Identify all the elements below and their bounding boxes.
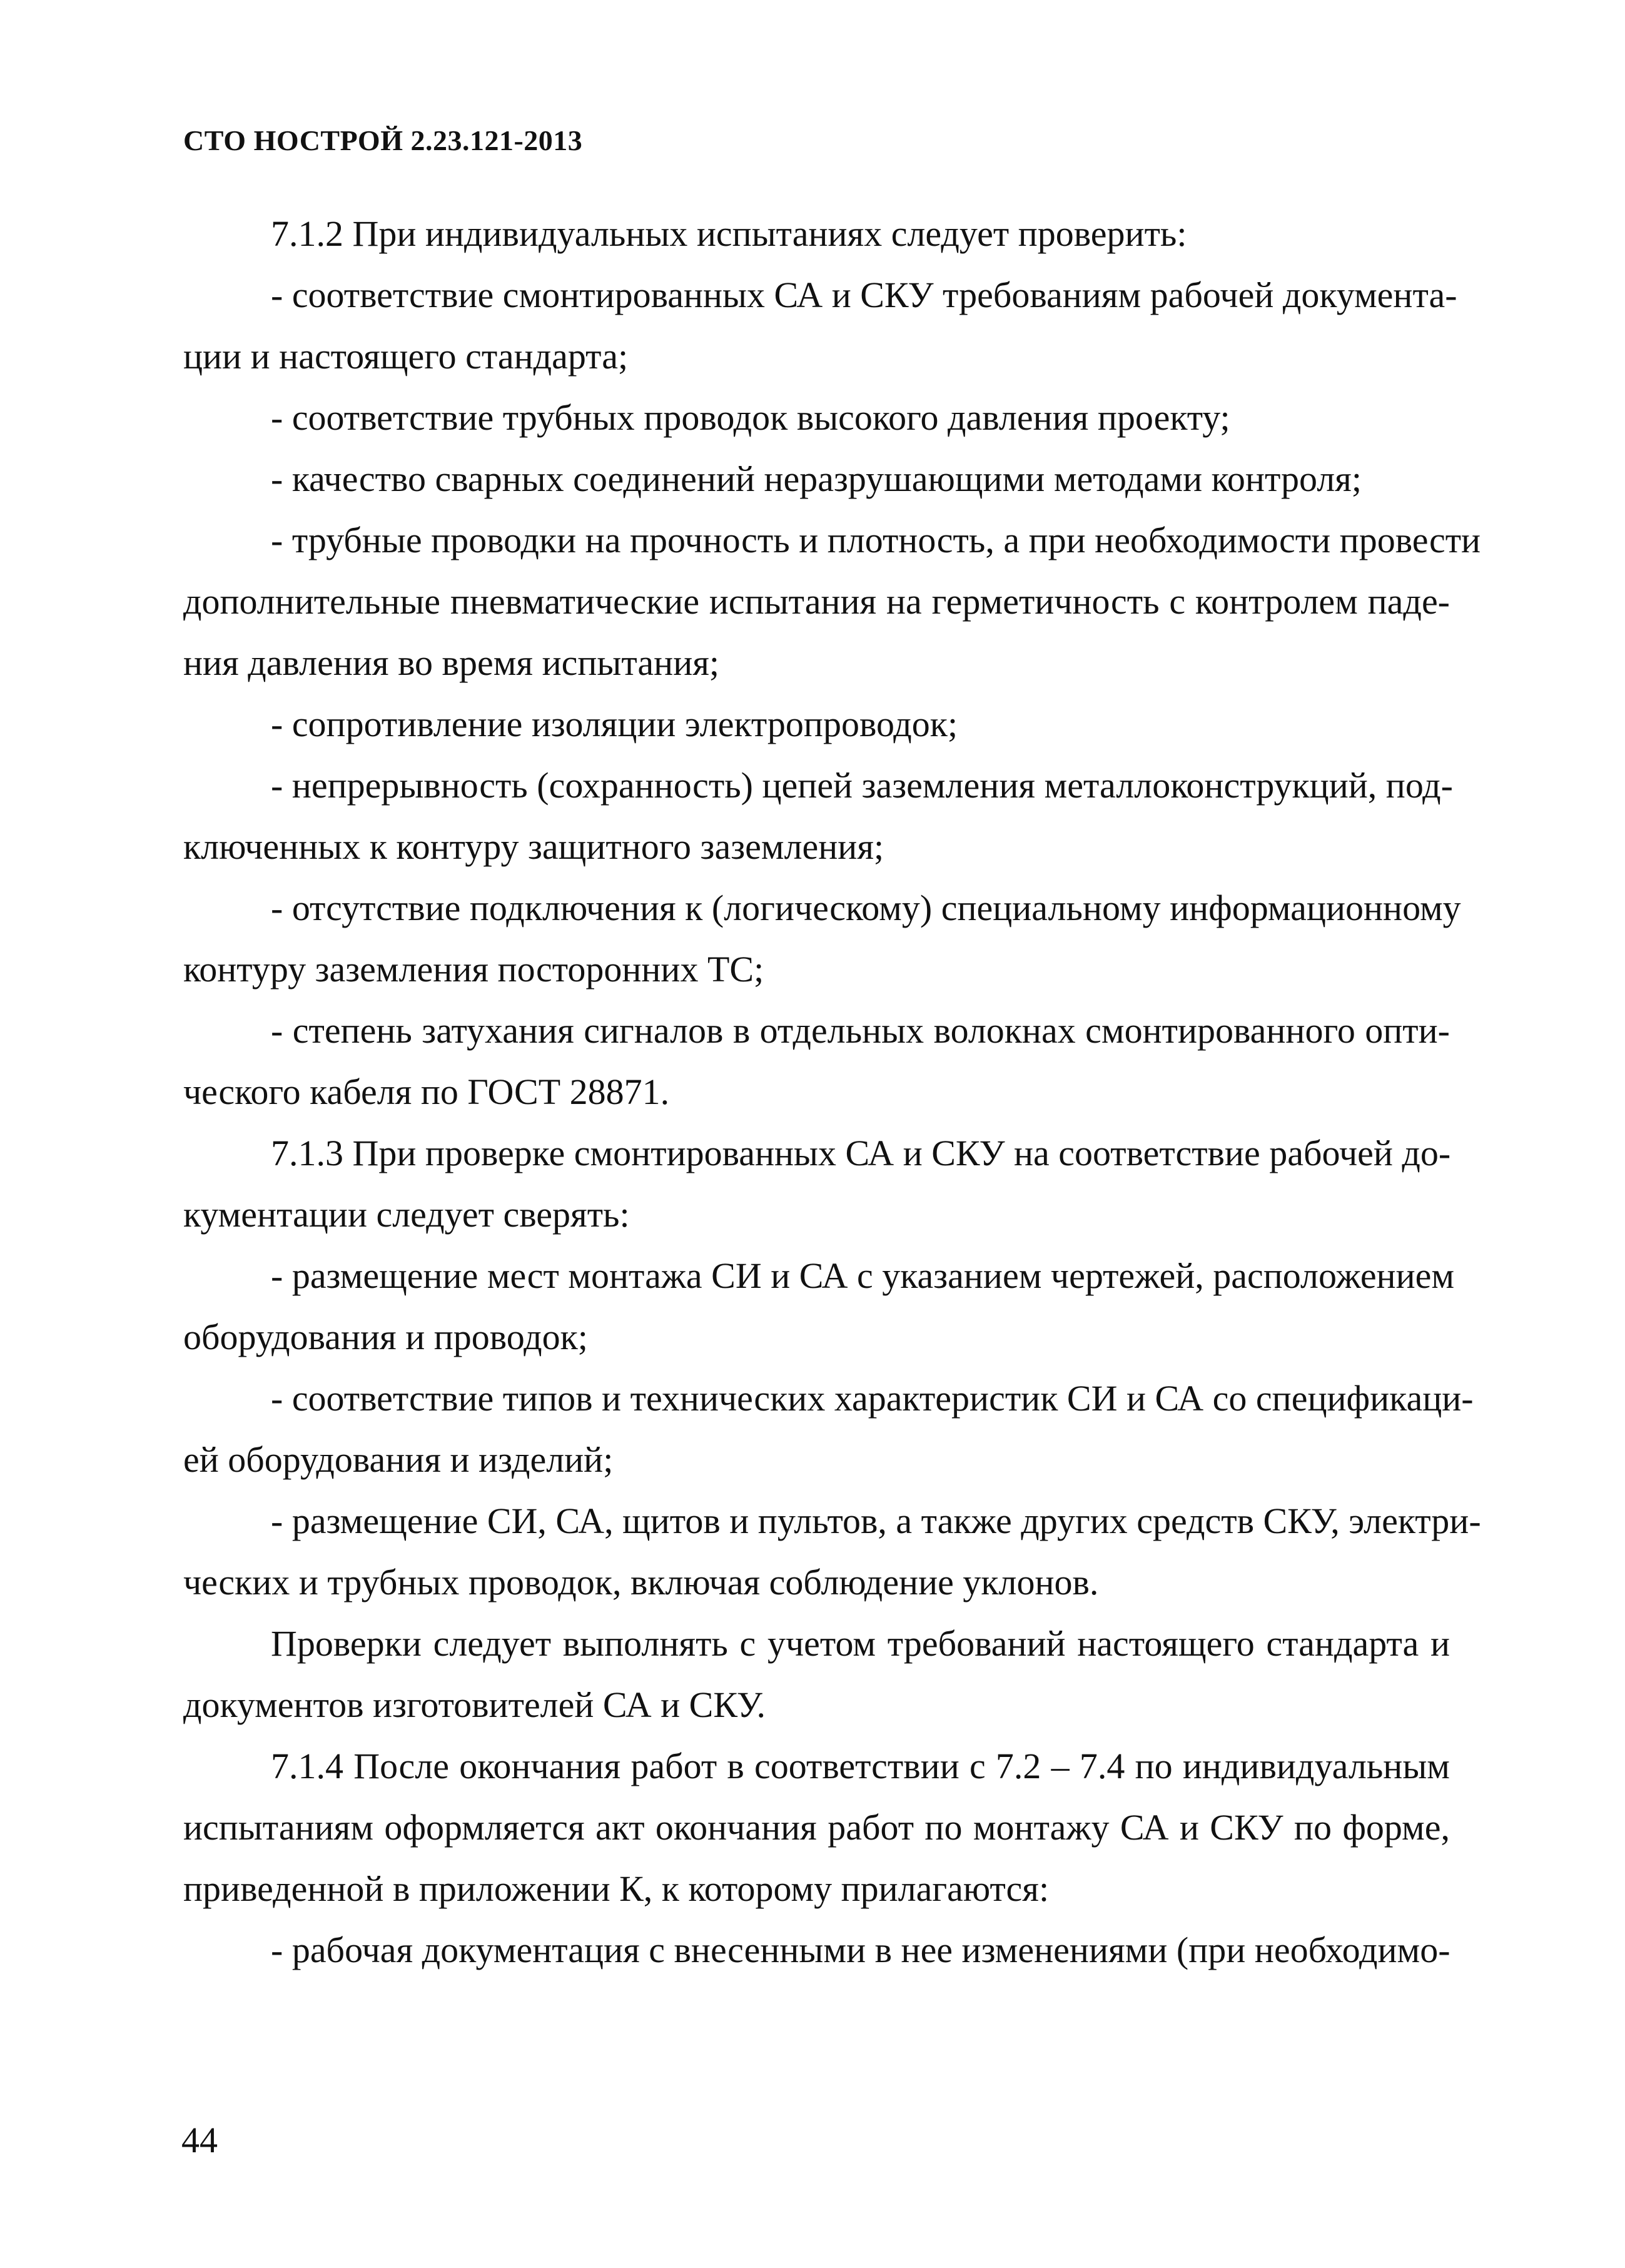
text-line: приведенной в приложении К, к которому прилагаются: — [183, 1868, 1050, 1909]
text-line: - трубные проводки на прочность и плотность, а при необходимости провести — [271, 520, 1481, 560]
text-line: ключенных к контуру защитного заземления; — [183, 826, 884, 867]
text-line: ческого кабеля по ГОСТ 28871. — [183, 1071, 670, 1112]
text-line: ческих и трубных проводок, включая соблюдение уклонов. — [183, 1562, 1099, 1602]
text-line: - сопротивление изоляции электропроводок; — [271, 704, 958, 744]
text-line: 7.1.3 При проверке смонтированных СА и СКУ на соответствие рабочей до- — [271, 1133, 1451, 1173]
text-line: ния давления во время испытания; — [183, 642, 720, 683]
text-line: 7.1.2 При индивидуальных испытаниях следует проверить: — [271, 213, 1187, 254]
text-line: - размещение мест монтажа СИ и СА с указанием чертежей, расположением — [271, 1255, 1455, 1296]
text-line: оборудования и проводок; — [183, 1317, 588, 1357]
text-line: - размещение СИ, СА, щитов и пультов, а также других средств СКУ, электри- — [271, 1501, 1481, 1541]
page-header: СТО НОСТРОЙ 2.23.121-2013 — [183, 124, 583, 156]
text-line: - рабочая документация с внесенными в нее изменениями (при необходимо- — [271, 1930, 1450, 1970]
text-line: ции и настоящего стандарта; — [183, 336, 629, 377]
text-line: - качество сварных соединений неразрушающими методами контроля; — [271, 458, 1362, 499]
text-line: - отсутствие подключения к (логическому) специальному информационному — [271, 888, 1461, 928]
body-text — [183, 203, 1481, 1981]
text-line: документов изготовителей СА и СКУ. — [183, 1684, 766, 1725]
text-line: кументации следует сверять: — [183, 1194, 630, 1235]
page-number: 44 — [181, 2120, 218, 2160]
text-line: ей оборудования и изделий; — [183, 1439, 614, 1480]
text-line: - соответствие типов и технических характеристик СИ и СА со спецификаци- — [271, 1378, 1474, 1419]
text-line: - соответствие смонтированных СА и СКУ требованиям рабочей документа- — [271, 275, 1457, 315]
text-line: испытаниям оформляется акт окончания работ по монтажу СА и СКУ по форме, — [183, 1807, 1450, 1848]
text-line: контуру заземления посторонних ТС; — [183, 949, 764, 990]
text-line: дополнительные пневматические испытания на герметичность с контролем паде- — [183, 581, 1450, 622]
text-line: 7.1.4 После окончания работ в соответствии с 7.2 – 7.4 по индивидуальным — [271, 1746, 1450, 1786]
text-line: Проверки следует выполнять с учетом требований настоящего стандарта и — [271, 1623, 1450, 1664]
text-line: - непрерывность (сохранность) цепей заземления металлоконструкций, под- — [271, 765, 1453, 806]
text-line: - соответствие трубных проводок высокого давления проекту; — [271, 397, 1230, 438]
text-line: - степень затухания сигналов в отдельных волокнах смонтированного опти- — [271, 1010, 1450, 1051]
